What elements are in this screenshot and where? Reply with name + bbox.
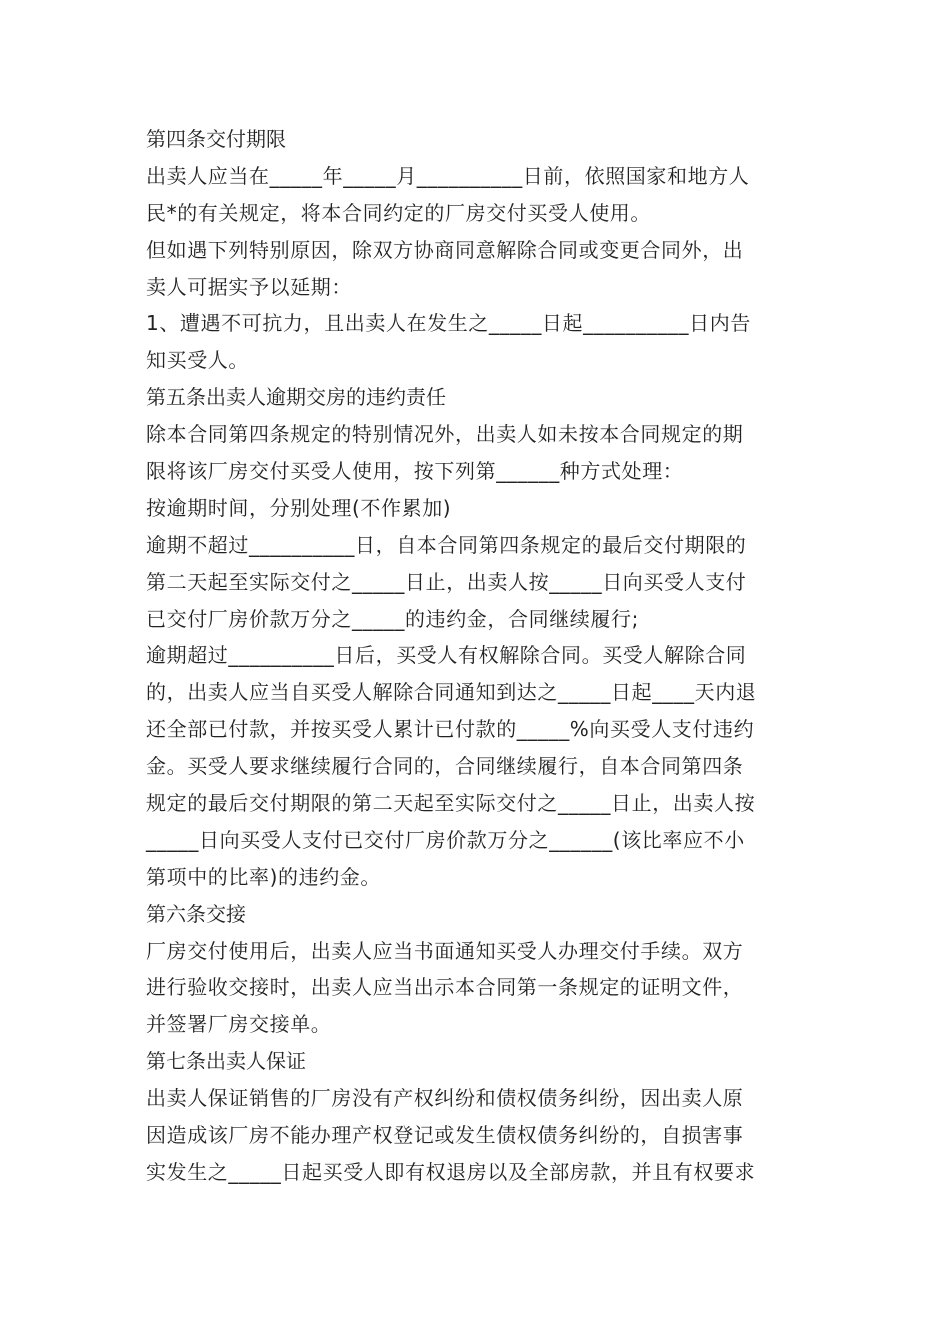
text-line: 并签署厂房交接单。 [146, 1012, 332, 1037]
text-line: 限将该厂房交付买受人使用，按下列第______种方式处理： [146, 459, 684, 484]
article-5-heading: 第五条出卖人逾期交房的违约责任 [146, 385, 446, 410]
text-line: 按逾期时间，分别处理(不作累加) [146, 495, 452, 520]
contract-text [146, 121, 806, 1191]
article-6-heading: 第六条交接 [146, 901, 246, 926]
text-line: 规定的最后交付期限的第二天起至实际交付之_____日止，出卖人按 [146, 791, 756, 816]
text-line: 金。买受人要求继续履行合同的，合同继续履行，自本合同第四条 [146, 754, 744, 779]
text-line: 出卖人应当在_____年_____月__________日前，依照国家和地方人 [146, 163, 750, 188]
article-7-heading: 第七条出卖人保证 [146, 1049, 306, 1074]
text-line: 的，出卖人应当自买受人解除合同通知到达之_____日起____天内退 [146, 680, 757, 705]
text-line: 还全部已付款，并按买受人累计已付款的_____%向买受人支付违约 [146, 717, 755, 742]
text-line: 但如遇下列特别原因，除双方协商同意解除合同或变更合同外，出 [146, 237, 744, 262]
text-line: 除本合同第四条规定的特别情况外，出卖人如未按本合同规定的期 [146, 422, 744, 447]
text-line: 因造成该厂房不能办理产权登记或发生债权债务纠纷的，自损害事 [146, 1123, 744, 1148]
text-line: _____日向买受人支付已交付厂房价款万分之______(该比率应不小 [146, 827, 745, 852]
text-line: 逾期超过__________日后，买受人有权解除合同。买受人解除合同 [146, 643, 747, 668]
text-line: 进行验收交接时，出卖人应当出示本合同第一条规定的证明文件， [146, 975, 744, 1000]
text-line: 民*的有关规定，将本合同约定的厂房交付买受人使用。 [146, 200, 651, 225]
text-line: 第二天起至实际交付之_____日止，出卖人按_____日向买受人支付 [146, 569, 747, 594]
text-line: 第项中的比率)的违约金。 [146, 864, 382, 889]
text-line: 1、遭遇不可抗力，且出卖人在发生之_____日起__________日内告 [146, 311, 751, 336]
text-line: 卖人可据实予以延期： [146, 274, 352, 299]
text-line: 已交付厂房价款万分之_____的违约金，合同继续履行; [146, 606, 639, 631]
text-line: 出卖人保证销售的厂房没有产权纠纷和债权债务纠纷，因出卖人原 [146, 1086, 744, 1111]
text-line: 实发生之_____日起买受人即有权退房以及全部房款，并且有权要求 [146, 1159, 756, 1184]
text-line: 逾期不超过__________日，自本合同第四条规定的最后交付期限的 [146, 532, 747, 557]
text-line: 知买受人。 [146, 348, 249, 373]
text-line: 厂房交付使用后，出卖人应当书面通知买受人办理交付手续。双方 [146, 938, 744, 963]
article-4-heading: 第四条交付期限 [146, 127, 286, 151]
